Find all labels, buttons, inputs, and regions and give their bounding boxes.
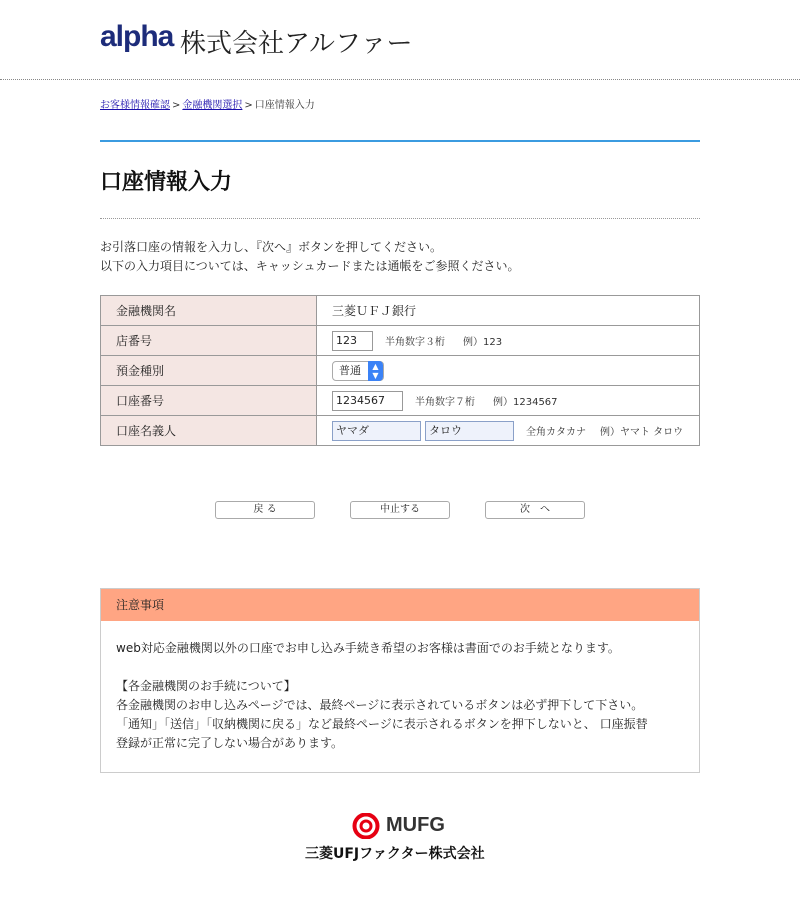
bank-label: 金融機関名: [101, 296, 317, 326]
mufg-mark-icon: [349, 813, 383, 839]
instruction-line: お引落口座の情報を入力し、『次へ』ボタンを押してください。: [100, 240, 443, 254]
account-form: [100, 295, 700, 446]
breadcrumb-customer-info[interactable]: お客様情報確認: [100, 100, 170, 111]
notice-line: 「通知」「送信」「収納機関に戻る」など最終ページに表示されるボタンを押下しないと、 口座振替: [116, 717, 648, 731]
instruction-line: 以下の入力項目については、キャッシュカードまたは通帳をご参照ください。: [100, 259, 520, 273]
select-arrows-icon: ▲ ▼: [368, 361, 383, 381]
holder-first-name-input[interactable]: タロウ: [425, 421, 514, 441]
account-holder-hint: 全角カタカナ: [526, 427, 586, 438]
notice-line: web対応金融機関以外の口座でお申し込み手続き希望のお客様は書面でのお手続となります。: [116, 641, 620, 655]
form-row-account-holder: [101, 416, 700, 446]
breadcrumb-current: 口座情報入力: [254, 100, 315, 111]
footer-company-name: 三菱UFJファクター株式会社: [305, 846, 485, 862]
notice-box: [100, 588, 700, 773]
bank-name-value: 三菱ＵＦＪ銀行: [317, 296, 700, 326]
account-number-example: 例）1234567: [493, 397, 558, 408]
form-row-bank: [101, 296, 700, 326]
account-holder-example: 例）ヤマト タロウ: [600, 427, 684, 438]
form-row-account-number: [101, 386, 700, 416]
alpha-logo: alpha: [100, 20, 174, 53]
holder-last-name-input[interactable]: ヤマダ: [332, 421, 421, 441]
next-button[interactable]: 次 へ: [485, 501, 585, 519]
cancel-button[interactable]: 中止する: [350, 501, 450, 519]
notice-body: [101, 621, 699, 753]
form-row-deposit-type: [101, 356, 700, 386]
account-number-input[interactable]: 1234567: [332, 391, 403, 411]
notice-line: 各金融機関のお申し込みページでは、最終ページに表示されているボタンは必ず押下して下さい。: [116, 698, 644, 712]
notice-line: 【各金融機関のお手続について】: [116, 679, 296, 693]
page-title: 口座情報入力: [100, 170, 233, 195]
deposit-type-select[interactable]: [332, 361, 384, 381]
branch-label: 店番号: [101, 326, 317, 356]
breadcrumb-separator: >: [172, 100, 181, 111]
breadcrumb-bank-select[interactable]: 金融機関選択: [182, 100, 243, 111]
form-row-branch: [101, 326, 700, 356]
branch-number-input[interactable]: 123: [332, 331, 373, 351]
branch-hint: 半角数字３桁: [385, 337, 445, 348]
deposit-type-label: 預金種別: [101, 356, 317, 386]
notice-title: 注意事項: [101, 589, 699, 621]
title-rule: [100, 140, 700, 142]
deposit-type-value: 普通: [339, 363, 361, 377]
notice-line: 登録が正常に完了しない場合があります。: [116, 736, 344, 750]
account-holder-label: 口座名義人: [101, 416, 317, 446]
site-header: [0, 0, 800, 80]
mufg-logo-text: MUFG: [386, 814, 445, 836]
title-divider: [100, 218, 700, 219]
account-number-label: 口座番号: [101, 386, 317, 416]
company-name: 株式会社アルファー: [180, 29, 413, 59]
account-number-hint: 半角数字７桁: [415, 397, 475, 408]
instructions: [100, 238, 520, 276]
breadcrumb-separator: >: [244, 100, 253, 111]
back-button[interactable]: 戻 る: [215, 501, 315, 519]
notice-spacer: [116, 658, 699, 677]
branch-example: 例）123: [463, 337, 503, 348]
breadcrumb: [100, 96, 315, 111]
